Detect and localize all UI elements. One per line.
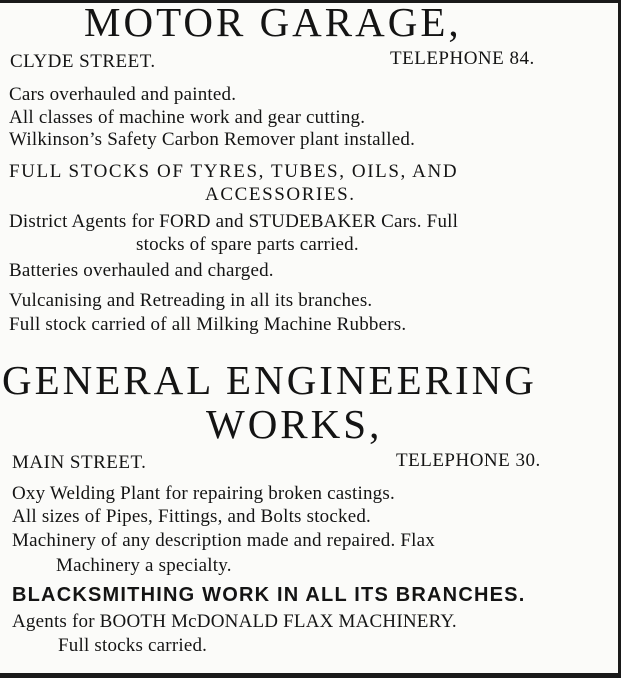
engineering-line: All sizes of Pipes, Fittings, and Bolts stocked. [12,506,371,527]
garage-line: Vulcanising and Retreading in all its branches. [9,290,373,311]
engineering-title-line1: GENERAL ENGINEERING [2,357,537,403]
garage-line: Batteries overhauled and charged. [9,260,274,281]
garage-line: stocks of spare parts carried. [136,234,359,255]
garage-line: District Agents for FORD and STUDEBAKER Cars. Full [9,211,459,232]
garage-line: ACCESSORIES. [205,184,356,205]
engineering-telephone: TELEPHONE 30. [396,450,541,471]
garage-street: CLYDE STREET. [10,51,156,72]
engineering-line: Machinery a specialty. [56,555,232,576]
garage-line: Cars overhauled and painted. [9,84,237,105]
engineering-line: Oxy Welding Plant for repairing broken castings. [12,483,395,504]
garage-title: MOTOR GARAGE, [84,0,462,45]
engineering-street: MAIN STREET. [12,452,147,473]
garage-line: FULL STOCKS OF TYRES, TUBES, OILS, AND [9,161,459,182]
border-bottom [0,673,621,678]
garage-telephone: TELEPHONE 84. [390,48,535,69]
engineering-line: BLACKSMITHING WORK IN ALL ITS BRANCHES. [12,584,526,606]
garage-line: Full stock carried of all Milking Machine Rubbers. [9,314,407,335]
engineering-title-line2: WORKS, [206,401,383,447]
garage-line: All classes of machine work and gear cutting. [9,107,366,128]
engineering-line: Full stocks carried. [58,635,208,656]
engineering-line: Agents for BOOTH McDONALD FLAX MACHINERY. [12,611,457,632]
garage-line: Wilkinson’s Safety Carbon Remover plant installed. [9,129,416,150]
engineering-line: Machinery of any description made and repaired. Flax [12,530,435,551]
